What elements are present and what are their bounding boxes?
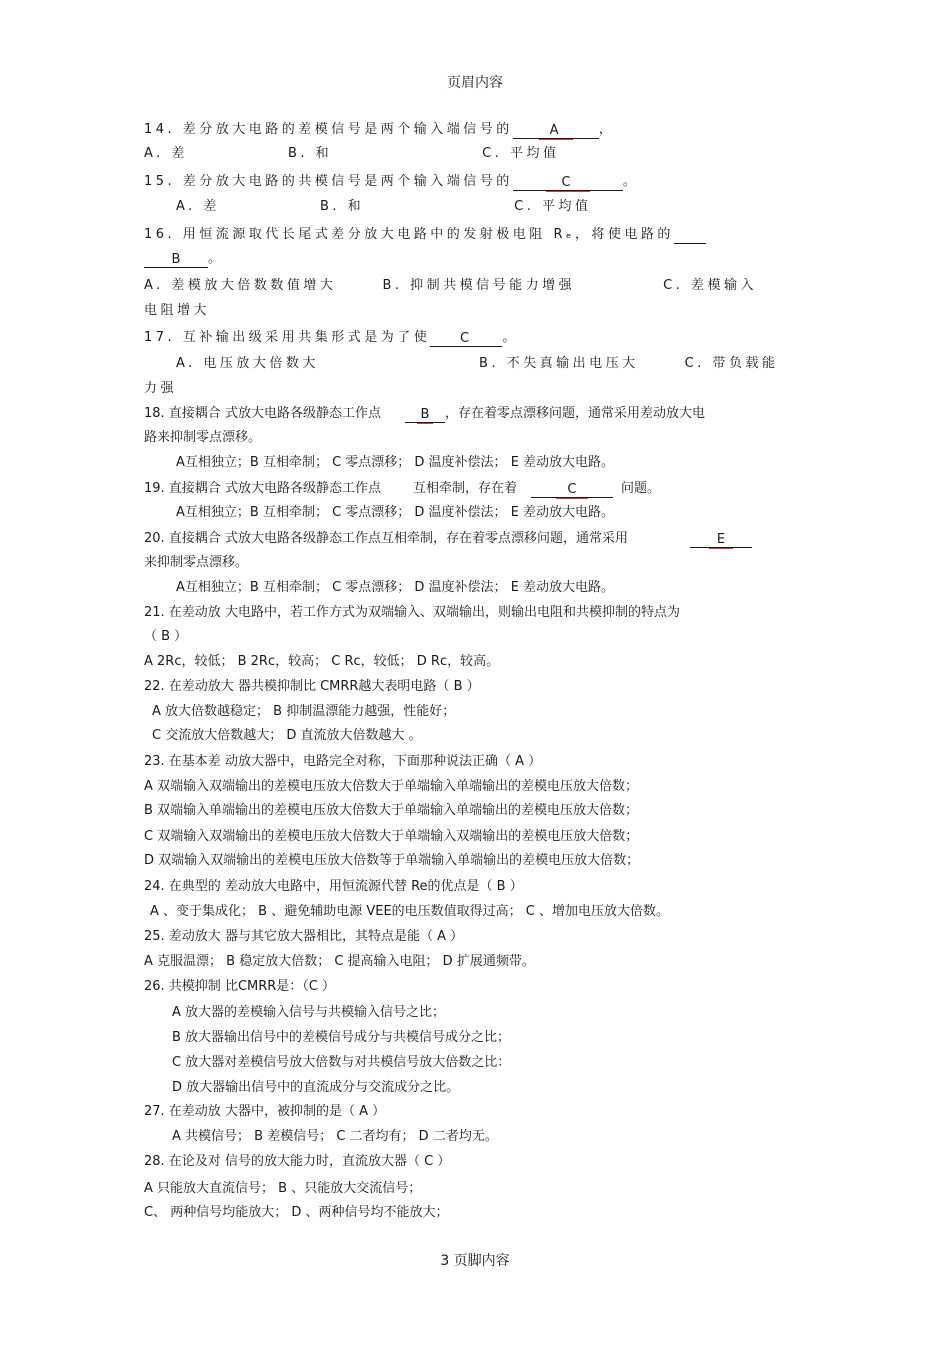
line-text: B. 和 <box>287 146 333 161</box>
line-text: 26. 共模抑制 比CMRR是：（C ） <box>144 979 336 994</box>
line-text: B. 和 <box>319 199 365 214</box>
answer-blank: B <box>144 251 208 268</box>
text-line <box>144 554 248 572</box>
text-line <box>144 802 638 820</box>
text-line <box>144 405 705 423</box>
line-text: B. 抑制共模信号能力增强 <box>382 278 576 293</box>
text-line <box>144 953 535 971</box>
line-text: 力强 <box>144 381 178 396</box>
line-text: 。 <box>622 174 640 189</box>
text-line <box>150 903 669 921</box>
line-text: 17. 互补输出级采用共集形式是为了使 <box>144 330 431 345</box>
line-text: 问题。 <box>620 481 660 496</box>
line-text: 路来抑制零点漂移。 <box>144 430 262 445</box>
line-text: 电阻增大 <box>144 303 211 318</box>
text-line <box>172 1128 498 1146</box>
line-text: D 放大器输出信号中的直流成分与交流成分之比。 <box>172 1080 460 1095</box>
text-line <box>144 530 752 548</box>
text-line <box>172 1004 445 1022</box>
text-line <box>144 329 519 347</box>
page-header: 页眉内容 <box>447 75 503 91</box>
line-text: A 放大器的差模输入信号与共模输入信号之比； <box>172 1005 446 1020</box>
line-text: 。 <box>502 330 519 345</box>
line-text: 14. 差分放大电路的差模信号是两个输入端信号的 <box>144 122 513 137</box>
line-text: B 放大器输出信号中的差模信号成分与共模信号成分之比； <box>172 1030 511 1045</box>
text-line <box>144 1204 449 1222</box>
answer-blank: E <box>690 531 752 548</box>
text-line <box>152 703 455 721</box>
line-text: 21. 在差动放 大电路中，若工作方式为双端输入、双端输出，则输出电阻和共模抑制的特点为 <box>144 605 680 620</box>
line-text: C. 平均值 <box>514 199 592 214</box>
text-line <box>144 226 706 244</box>
page-footer: 3 页脚内容 <box>440 1253 510 1269</box>
text-line <box>144 828 638 846</box>
text-line <box>144 678 480 696</box>
text-line <box>172 1079 459 1097</box>
line-text: A互相独立；B 互相牵制； C 零点漂移； D 温度补偿法； E 差动放大电路。 <box>176 505 615 520</box>
line-text: A 双端输入双端输出的差模电压放大倍数大于单端输入单端输出的差模电压放大倍数； <box>144 779 639 794</box>
line-text: A 、变于集成化； B 、避免辅助电源 VEE的电压数值取得过高； C 、增加电压放大倍数。 <box>150 904 670 919</box>
text-line <box>144 653 499 671</box>
text-line <box>144 380 177 398</box>
line-text: A. 差 <box>176 199 220 214</box>
line-text: A 放大倍数越稳定； B 抑制温漂能力越强，性能好； <box>152 704 456 719</box>
text-line <box>144 145 559 163</box>
line-text: 18. 直接耦合 式放大电路各级静态工作点 <box>144 406 381 421</box>
line-text: A 共模信号； B 差模信号； C 二者均有； D 二者均无。 <box>172 1129 498 1144</box>
text-line <box>144 1153 450 1171</box>
line-text: C、 两种信号均能放大； D 、两种信号均不能放大； <box>144 1205 449 1220</box>
text-line <box>144 121 615 139</box>
line-text: 互相牵制，存在着 <box>412 481 517 496</box>
answer-blank: A <box>513 122 599 139</box>
line-text: A. 差 <box>144 146 188 161</box>
text-line <box>176 579 614 597</box>
line-text: C. 差模输入 <box>663 278 757 293</box>
text-line <box>172 1054 510 1072</box>
line-text: A. 电压放大倍数大 <box>176 356 319 371</box>
text-line <box>144 628 187 646</box>
line-text: 。 <box>208 251 222 266</box>
line-text: 16. 用恒流源取代长尾式差分放大电路中的发射极电阻 Rₑ，将使电路的 <box>144 227 674 242</box>
line-text: 28. 在论及对 信号的放大能力时，直流放大器（ C ） <box>144 1154 451 1169</box>
line-text: A 只能放大直流信号； B 、只能放大交流信号； <box>144 1181 422 1196</box>
text-line <box>144 480 660 498</box>
text-line <box>144 1180 421 1198</box>
text-line <box>144 250 221 268</box>
text-line <box>144 852 639 870</box>
line-text: （ B ） <box>144 629 188 644</box>
text-line <box>176 504 614 522</box>
line-text: 19. 直接耦合 式放大电路各级静态工作点 <box>144 481 381 496</box>
text-line <box>144 604 680 622</box>
line-text: 24. 在典型的 差动放大电路中，用恒流源代替 Re的优点是（ B ） <box>144 879 523 894</box>
answer-blank: C <box>531 481 613 498</box>
line-text: 22. 在差动放大 器共模抑制比 CMRR越大表明电路（ B ） <box>144 679 480 694</box>
text-line <box>144 173 639 191</box>
answer-blank: C <box>430 330 502 347</box>
text-line <box>144 277 757 295</box>
text-line <box>144 778 638 796</box>
line-text: C 交流放大倍数越大； D 直流放大倍数越大 。 <box>152 728 422 743</box>
line-text: A互相独立；B 互相牵制； C 零点漂移； D 温度补偿法； E 差动放大电路。 <box>176 580 615 595</box>
answer-blank <box>674 227 706 244</box>
line-text: A 克服温漂； B 稳定放大倍数； C 提高输入电阻； D 扩展通频带。 <box>144 954 535 969</box>
line-text: 23. 在基本差 动放大器中，电路完全对称，下面那种说法正确（ A ） <box>144 754 542 769</box>
line-text: C. 带负载能 <box>684 356 779 371</box>
line-text: ，存在着零点漂移问题，通常采用差动放大电 <box>444 406 705 421</box>
line-text: B 双端输入单端输出的差模电压放大倍数大于单端输入单端输出的差模电压放大倍数； <box>144 803 639 818</box>
line-text: C 放大器对差模信号放大倍数与对共模信号放大倍数之比： <box>172 1055 511 1070</box>
line-text: ， <box>598 122 616 137</box>
line-text: D 双端输入双端输出的差模电压放大倍数等于单端输入单端输出的差模电压放大倍数； <box>144 853 640 868</box>
line-text: 25. 差动放大 器与其它放大器相比，其特点是能（ A ） <box>144 929 464 944</box>
text-line <box>172 1029 510 1047</box>
answer-blank: B <box>405 406 445 423</box>
text-line <box>176 355 778 373</box>
line-text: A. 差模放大倍数数值增大 <box>144 278 337 293</box>
line-text: C 双端输入双端输出的差模电压放大倍数大于单端输入双端输出的差模电压放大倍数； <box>144 829 639 844</box>
line-text: A互相独立；B 互相牵制； C 零点漂移； D 温度补偿法； E 差动放大电路。 <box>176 455 615 470</box>
line-text: 15. 差分放大电路的共模信号是两个输入端信号的 <box>144 174 513 189</box>
text-line <box>144 978 335 996</box>
text-line <box>144 1103 385 1121</box>
text-line <box>176 454 614 472</box>
line-text: C. 平均值 <box>482 146 560 161</box>
text-line <box>144 928 463 946</box>
line-text: 来抑制零点漂移。 <box>144 555 249 570</box>
line-text: 20. 直接耦合 式放大电路各级静态工作点互相牵制，存在着零点漂移问题，通常采用 <box>144 531 628 546</box>
text-line <box>152 727 422 745</box>
line-text: 27. 在差动放 大器中，被抑制的是（ A ） <box>144 1104 386 1119</box>
text-line <box>144 302 210 320</box>
line-text: B. 不失真输出电压大 <box>478 356 639 371</box>
text-line <box>144 753 541 771</box>
line-text: A 2Rc，较低； B 2Rc，较高； C Rc，较低； D Rc，较高。 <box>144 654 500 669</box>
answer-blank: C <box>513 174 623 191</box>
text-line <box>176 198 591 216</box>
text-line <box>144 429 261 447</box>
text-line <box>144 878 523 896</box>
